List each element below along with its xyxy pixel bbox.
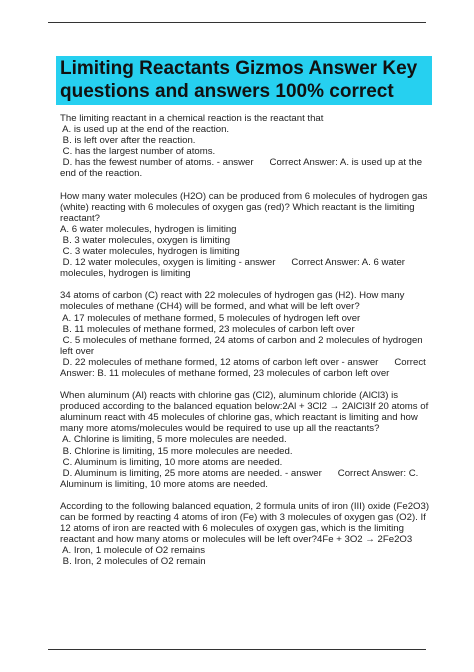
- text-line: When aluminum (Al) reacts with chlorine gas (Cl2), aluminum chloride (AlCl3) is: [60, 390, 399, 402]
- text-line: left over: [60, 345, 95, 357]
- text-line: D. has the fewest number of atoms. - answer Correct Answer: A. is used up at the: [60, 157, 423, 169]
- text-line: B. is left over after the reaction.: [60, 135, 196, 147]
- text-line: Answer: B. 11 molecules of methane formed, 23 molecules of carbon left over: [60, 367, 390, 379]
- title-line-1: Limiting Reactants Gizmos Answer Key: [60, 58, 418, 79]
- question-block: [60, 390, 429, 490]
- question-block: [60, 113, 422, 180]
- text-line: 12 atoms of iron are reacted with 6 molecules of oxygen gas, which is the limiting: [60, 523, 404, 535]
- text-line: A. Chlorine is limiting, 5 more molecules are needed.: [60, 434, 287, 446]
- text-line: molecules of methane (CH4) will be formed, and what will be left over?: [60, 301, 360, 313]
- text-line: D. 12 water molecules, oxygen is limiting - answer Correct Answer: A. 6 water: [60, 257, 405, 269]
- text-line: molecules, hydrogen is limiting: [60, 268, 191, 280]
- text-line: Aluminum is limiting, 10 more atoms are needed.: [60, 478, 268, 490]
- text-line: The limiting reactant in a chemical reaction is the reactant that: [60, 113, 324, 124]
- text-line: aluminum react with 45 molecules of chlorine gas, which reactant is limiting and how: [60, 412, 418, 424]
- text-line: C. Aluminum is limiting, 10 more atoms are needed.: [60, 456, 283, 468]
- text-line: D. Aluminum is limiting, 25 more atoms are needed. - answer Correct Answer: C.: [60, 467, 419, 479]
- question-block: [60, 290, 426, 379]
- text-line: reactant and how many atoms or molecules will be left over?4Fe + 3O2 → 2Fe2O3: [60, 534, 413, 546]
- text-line: C. has the largest number of atoms.: [60, 146, 216, 158]
- text-line: B. Iron, 2 molecules of O2 remain: [60, 556, 206, 568]
- text-line: B. 3 water molecules, oxygen is limiting: [60, 234, 231, 246]
- title-line-2: questions and answers 100% correct: [60, 81, 394, 102]
- text-line: end of the reaction.: [60, 168, 143, 180]
- text-line: 34 atoms of carbon (C) react with 22 molecules of hydrogen gas (H2). How many: [60, 290, 405, 302]
- top-rule: [48, 22, 426, 23]
- text-line: A. 17 molecules of methane formed, 5 molecules of hydrogen left over: [60, 312, 361, 324]
- text-line: reactant?: [60, 212, 101, 224]
- text-line: A. is used up at the end of the reaction.: [60, 124, 230, 136]
- text-line: B. Chlorine is limiting, 15 more molecules are needed.: [60, 445, 293, 457]
- text-line: How many water molecules (H2O) can be produced from 6 molecules of hydrogen gas: [60, 190, 428, 202]
- text-line: D. 22 molecules of methane formed, 12 atoms of carbon left over - answer Correct: [60, 356, 426, 368]
- question-block: [60, 190, 428, 280]
- text-line: B. 11 molecules of methane formed, 23 molecules of carbon left over: [60, 323, 355, 335]
- question-block: [60, 500, 430, 568]
- text-line: can be formed by reacting 4 atoms of iron (Fe) with 3 molecules of oxygen gas (O2). If: [60, 512, 426, 523]
- text-line: A. Iron, 1 molecule of O2 remains: [60, 545, 206, 557]
- document-body: [60, 113, 430, 578]
- text-line: (white) reacting with 6 molecules of oxygen gas (red)? Which reactant is the limiting: [60, 201, 415, 213]
- text-line: C. 3 water molecules, hydrogen is limiting: [60, 246, 240, 258]
- text-line: produced according to the balanced equation below:2Al + 3Cl2 → 2AlCl3If 20 atoms of: [60, 401, 429, 413]
- bottom-rule: [48, 649, 426, 650]
- text-line: many more atoms/molecules would be required to use up all the reactants?: [60, 423, 380, 435]
- text-line: According to the following balanced equation, 2 formula units of iron (III) oxide (Fe2O3): [60, 500, 430, 512]
- document-title: [56, 56, 432, 105]
- text-line: A. 6 water molecules, hydrogen is limiting: [60, 223, 237, 235]
- text-line: C. 5 molecules of methane formed, 24 atoms of carbon and 2 molecules of hydrogen: [60, 334, 423, 346]
